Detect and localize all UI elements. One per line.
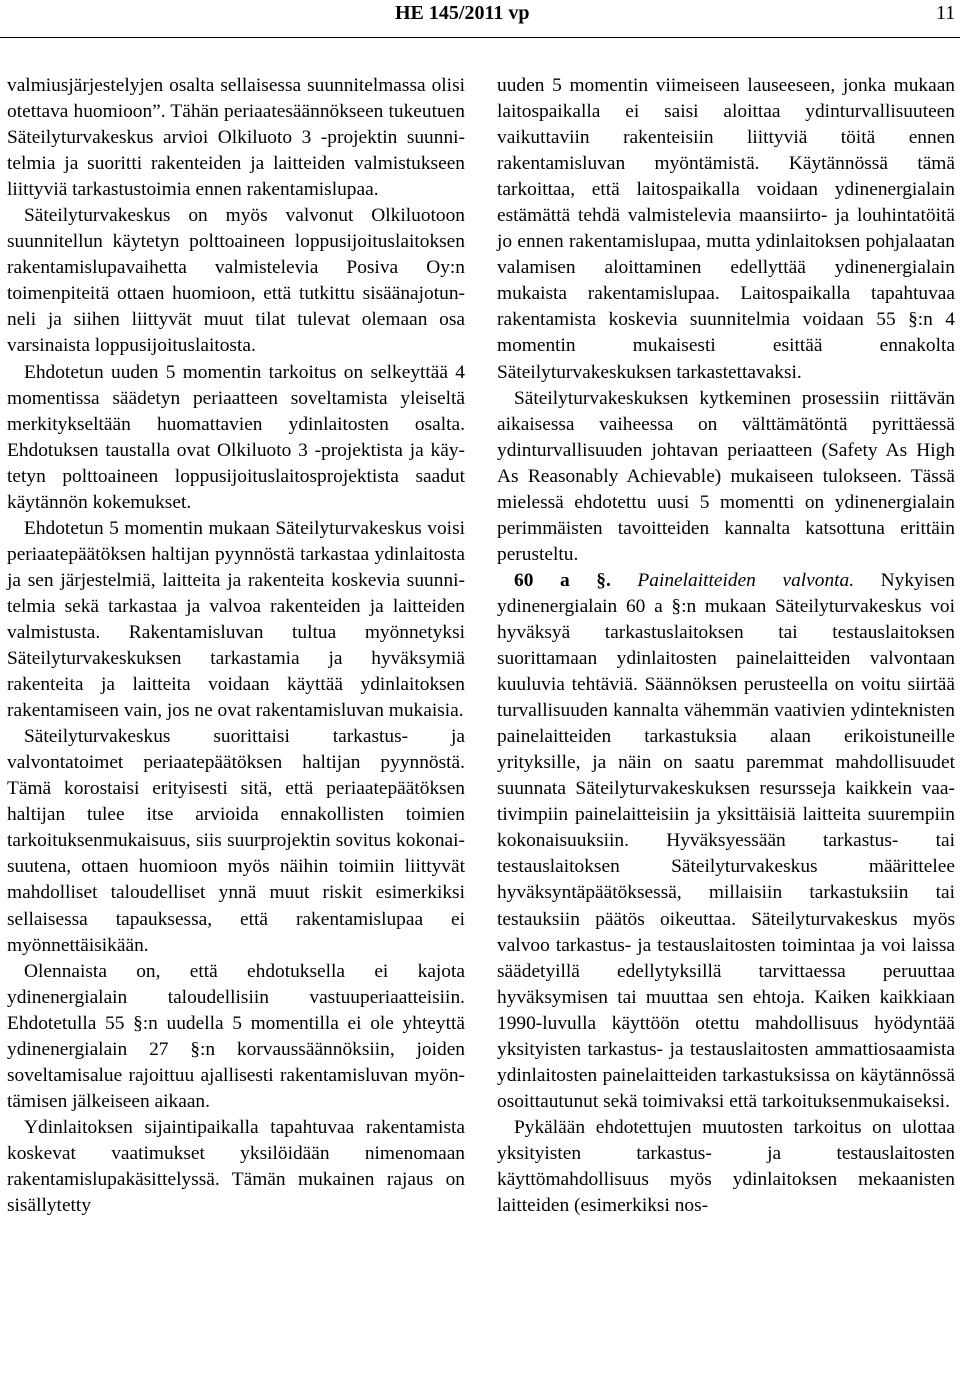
paragraph: Säteilyturvakeskus suorittaisi tarkastus- ja valvontatoimet periaatepäätöksen haltijan pyynnöstä. Tämä korostaisi erityisesti sitä, että periaatepäätöksen haltijan tulee itse arvioida ennakollisten toimien tarkoituksenmukaisuus, siis suurprojektin sovitus kokonaisuutena, ottaen huomioon myös näihin toimiin liittyvät mahdolliset taloudelliset ynnä muut riskit esimerkiksi sellaisessa tapauksessa, että rakentamislupaa ei myönnettäisikään. bbox=[7, 726, 465, 956]
section-text: Nykyisen ydinenergialain 60 a §:n mukaan Säteilyturvakeskus voi hyväksyä tarkastuslaitoksen tai testauslaitoksen suorittamaan ydinlaitosten painelaitteiden valvontaan kuuluvia tehtäviä. Säännöksen perusteella on voitu siirtää turvallisuuden kannalta vähemmän vaativien ydinteknisten painelaitteiden tarkastuksia alaan erikoistuneille yrityksille, ja näin on saatu paremmat mahdollisuudet suunnata Säteilyturvakeskuksen resursseja kaikkein vaativimpiin painelaitteisiin ja yksittäisiä laitteita suurempiin kokonaisuuksiin. Hyväksyessään tarkastus- tai testauslaitoksen Säteilyturvakeskus määrittelee hyväksyntäpäätöksessä, millaisiin tarkastuksiin tai testauksiin päätös oikeuttaa. Säteilyturvakeskus myös valvoo tarkastus- ja testauslaitosten toimintaa ja voi laissa säädetyillä edellytyksillä tarvittaessa peruuttaa hyväksymisen tai muuttaa sen ehtoja. Kaiken kaikkiaan 1990-luvulla käyttöön otettu mahdollisuus hyödyntää yksityisten tarkastus- ja testauslaitosten ammattiosaamista ydinlaitosten painelaitteiden tarkastuksissa on käytännössä osoittautunut sekä toimivaksi että tarkoituksenmukaiseksi. bbox=[497, 569, 955, 1112]
document-id: HE 145/2011 vp bbox=[395, 2, 530, 24]
header-rule bbox=[0, 37, 960, 38]
paragraph: Pykälään ehdotettujen muutosten tarkoitus on ulottaa yksityisten tarkastus- ja testauslaitosten käyttömahdollisuus myös ydinlaitoksen mekaanisten laitteiden (esimerkiksi nos- bbox=[497, 1116, 955, 1217]
paragraph: Säteilyturvakeskuksen kytkeminen prosessiin riittävän aikaisessa vaiheessa on välttämätöntä pyrittäessä ydinturvallisuuden johtavan periaatteen (Safety As High As Reasonably Achievable) mukaiseen tulokseen. Tässä mielessä ehdotettu uusi 5 momentti on ydinenergialain perimmäisten tavoitteiden kannalta katsottuna erittäin perusteltu. bbox=[497, 387, 955, 565]
section-number: 60 a §. bbox=[514, 569, 611, 591]
page-number: 11 bbox=[936, 2, 956, 24]
paragraph: uuden 5 momentin viimeiseen lauseeseen, jonka mukaan laitospaikalla ei saisi aloittaa ydinturvallisuuteen vaikuttaviin rakenteisiin liittyviä töitä ennen rakentamisluvan myöntämistä. Käytännössä tämä tarkoittaa, että laitospaikalla voidaan ydinenergialain estämättä tehdä valmistelevia maansiirto- ja louhintatöitä jo ennen rakentamislupaa, mutta ydinlaitoksen pohjalaatan valamisen aloittaminen edellyttää ydinenergialain mukaista rakentamislupaa. Laitospaikalla tapahtuvaa rakentamista koskevia suunnitelmia voidaan 55 §:n 4 momentin mukaisesti esittää ennakolta Säteilyturvakeskuksen tarkastettavaksi. bbox=[497, 75, 955, 383]
paragraph: Säteilyturvakeskus on myös valvonut Olkiluotoon suunnitellun käytetyn polttoaineen loppusijoituslaitoksen rakentamislupavaihetta valmistelevia Posiva Oy:n toimenpiteitä ottaen huomioon, että tutkittu sisäänajotunneli ja siihen liittyvät muut tilat tulevat olemaan osa varsinaista loppusijoituslaitosta. bbox=[7, 205, 465, 357]
left-column bbox=[7, 73, 465, 1219]
paragraph: Ehdotetun 5 momentin mukaan Säteilyturvakeskus voisi periaatepäätöksen haltijan pyynnöstä tarkastaa ydinlaitosta ja sen järjestelmiä, laitteita ja rakenteita koskevia suunnitelmia sekä tarkastaa ja valvoa rakenteiden ja laitteiden valmistusta. Rakentamisluvan tultua myönnetyksi Säteilyturvakeskuksen tarkastamia ja hyväksymiä rakenteita ja laitteita voidaan käyttää ydinlaitoksen rakentamiseen vain, jos ne ovat rakentamisluvan mukaisia. bbox=[7, 517, 465, 722]
paragraph: valmiusjärjestelyjen osalta sellaisessa suunnitelmassa olisi otettava huomioon”. Tähän periaatesäännökseen tukeutuen Säteilyturvakeskus arvioi Olkiluoto 3 -projektin suunnitelmia ja suoritti rakenteiden ja laitteiden valmistukseen liittyviä tarkastustoimia ennen rakentamislupaa. bbox=[7, 75, 465, 201]
paragraph: Olennaista on, että ehdotuksella ei kajota ydinenergialain taloudellisiin vastuuperiaatteisiin. Ehdotetulla 55 §:n uudella 5 momentilla ei ole yhteyttä ydinenergialain 27 §:n korvaussäännöksiin, joiden soveltamisalue rajoittuu ajallisesti rakentamisluvan myöntämisen jälkeiseen aikaan. bbox=[7, 960, 465, 1112]
section-paragraph bbox=[497, 568, 955, 1115]
section-title: Painelaitteiden valvonta. bbox=[637, 569, 855, 591]
paragraph: Ehdotetun uuden 5 momentin tarkoitus on selkeyttää 4 momentissa säädetyn periaatteen soveltamista yleiseltä merkitykseltään huomattavien ydinlaitosten osalta. Ehdotuksen taustalla ovat Olkiluoto 3 -projektista ja käytetyn polttoaineen loppusijoituslaitosprojektista saadut käytännön kokemukset. bbox=[7, 361, 465, 513]
paragraph: Ydinlaitoksen sijaintipaikalla tapahtuvaa rakentamista koskevat vaatimukset yksilöidään nimenomaan rakentamislupakäsittelyssä. Tämän mukainen rajaus on sisällytetty bbox=[7, 1116, 465, 1217]
right-column bbox=[497, 73, 955, 1219]
page-header bbox=[0, 0, 960, 40]
